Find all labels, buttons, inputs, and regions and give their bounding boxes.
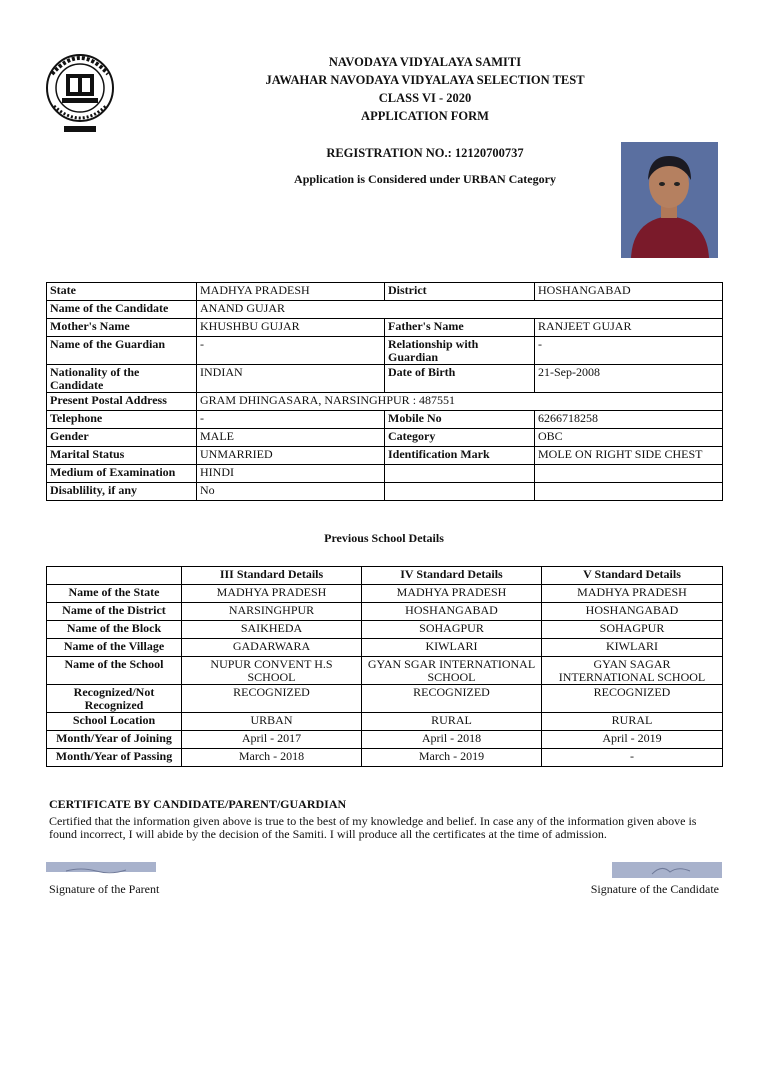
previous-school-title: Previous School Details [324,531,444,545]
candidate-name-value: ANAND GUJAR [197,301,723,319]
cell: KIWLARI [542,639,723,657]
table-row [47,749,723,767]
mother-name-label: Mother's Name [47,319,197,337]
cell: MADHYA PRADESH [182,585,362,603]
disability-value: No [197,483,385,501]
row-label: Month/Year of Joining [47,731,182,749]
column-header-v: V Standard Details [542,567,723,585]
candidate-signature-label: Signature of the Candidate [590,882,719,896]
disability-label: Disablility, if any [47,483,197,501]
candidate-details-table [46,282,723,501]
header-line-2: JAWAHAR NAVODAYA VIDYALAYA SELECTION TEST [265,73,585,87]
telephone-value: - [197,411,385,429]
column-header-iii: III Standard Details [182,567,362,585]
cell: URBAN [182,713,362,731]
empty-cell [535,465,723,483]
row-label: Month/Year of Passing [47,749,182,767]
dob-label: Date of Birth [385,365,535,393]
cell: April - 2019 [542,731,723,749]
nvs-logo [44,44,116,138]
cell: SAIKHEDA [182,621,362,639]
relationship-value: - [535,337,723,365]
cell: April - 2018 [362,731,542,749]
certificate-text: Certified that the information given above is true to the best of my knowledge and belief. In case any of the information given above is found incorrect, I will abide by the decision of the Samiti. I will produce all the certificates at the time of admission. [49,814,697,841]
table-row [47,319,723,337]
header-line-3: CLASS VI - 2020 [378,91,472,105]
cell: GYAN SGAR INTERNATIONAL SCHOOL [362,657,542,685]
cell: NARSINGHPUR [182,603,362,621]
identification-mark-label: Identification Mark [385,447,535,465]
cell: March - 2018 [182,749,362,767]
district-value: HOSHANGABAD [535,283,723,301]
table-row [47,283,723,301]
nationality-value: INDIAN [197,365,385,393]
certificate-title: CERTIFICATE BY CANDIDATE/PARENT/GUARDIAN [49,797,347,811]
table-row [47,685,723,713]
address-label: Present Postal Address [47,393,197,411]
mobile-value: 6266718258 [535,411,723,429]
candidate-signature-image [612,862,722,878]
cell: NUPUR CONVENT H.S SCHOOL [182,657,362,685]
form-header [160,53,690,125]
table-row [47,731,723,749]
row-label: Name of the State [47,585,182,603]
cell: SOHAGPUR [362,621,542,639]
cell: RECOGNIZED [542,685,723,713]
table-row [47,365,723,393]
category-line: Application is Considered under URBAN Category [294,172,556,186]
nationality-label: Nationality of the Candidate [47,365,197,393]
previous-school-table [46,566,723,767]
father-name-label: Father's Name [385,319,535,337]
row-label: Name of the Block [47,621,182,639]
identification-mark-value: MOLE ON RIGHT SIDE CHEST [535,447,723,465]
gender-value: MALE [197,429,385,447]
column-header-iv: IV Standard Details [362,567,542,585]
table-row [47,621,723,639]
address-value: GRAM DHINGASARA, NARSINGHPUR : 487551 [197,393,723,411]
registration-number: REGISTRATION NO.: 12120700737 [326,146,524,160]
row-label: Name of the Village [47,639,182,657]
guardian-name-value: - [197,337,385,365]
empty-cell [535,483,723,501]
cell: MADHYA PRADESH [362,585,542,603]
cell: MADHYA PRADESH [542,585,723,603]
cell: SOHAGPUR [542,621,723,639]
category-label: Category [385,429,535,447]
header-line-1: NAVODAYA VIDYALAYA SAMITI [328,55,522,69]
row-label: Name of the District [47,603,182,621]
cell: April - 2017 [182,731,362,749]
table-row [47,411,723,429]
cell: March - 2019 [362,749,542,767]
cell: RECOGNIZED [362,685,542,713]
state-label: State [47,283,197,301]
cell: GYAN SAGAR INTERNATIONAL SCHOOL [542,657,723,685]
table-row [47,393,723,411]
table-row [47,657,723,685]
row-label: Name of the School [47,657,182,685]
category-value: OBC [535,429,723,447]
candidate-name-label: Name of the Candidate [47,301,197,319]
row-label: School Location [47,713,182,731]
cell: KIWLARI [362,639,542,657]
marital-status-value: UNMARRIED [197,447,385,465]
gender-label: Gender [47,429,197,447]
cell: RURAL [362,713,542,731]
father-name-value: RANJEET GUJAR [535,319,723,337]
table-row [47,603,723,621]
dob-value: 21-Sep-2008 [535,365,723,393]
table-header-row [47,567,723,585]
cell: RECOGNIZED [182,685,362,713]
empty-cell [385,483,535,501]
table-row [47,337,723,365]
cell: GADARWARA [182,639,362,657]
table-row [47,429,723,447]
row-label: Recognized/Not Recognized [47,685,182,713]
table-row [47,713,723,731]
cell: HOSHANGABAD [542,603,723,621]
district-label: District [385,283,535,301]
candidate-photo [621,142,718,258]
empty-cell [385,465,535,483]
empty-header-cell [47,567,182,585]
state-value: MADHYA PRADESH [197,283,385,301]
mother-name-value: KHUSHBU GUJAR [197,319,385,337]
table-row [47,483,723,501]
marital-status-label: Marital Status [47,447,197,465]
table-row [47,447,723,465]
header-line-4: APPLICATION FORM [361,109,489,123]
table-row [47,639,723,657]
cell: HOSHANGABAD [362,603,542,621]
relationship-label: Relationship with Guardian [385,337,535,365]
cell: - [542,749,723,767]
table-row [47,465,723,483]
cell: RURAL [542,713,723,731]
medium-label: Medium of Examination [47,465,197,483]
medium-value: HINDI [197,465,385,483]
parent-signature-label: Signature of the Parent [49,882,160,896]
table-row [47,585,723,603]
guardian-name-label: Name of the Guardian [47,337,197,365]
mobile-label: Mobile No [385,411,535,429]
table-row [47,301,723,319]
parent-signature-image [46,862,156,872]
telephone-label: Telephone [47,411,197,429]
